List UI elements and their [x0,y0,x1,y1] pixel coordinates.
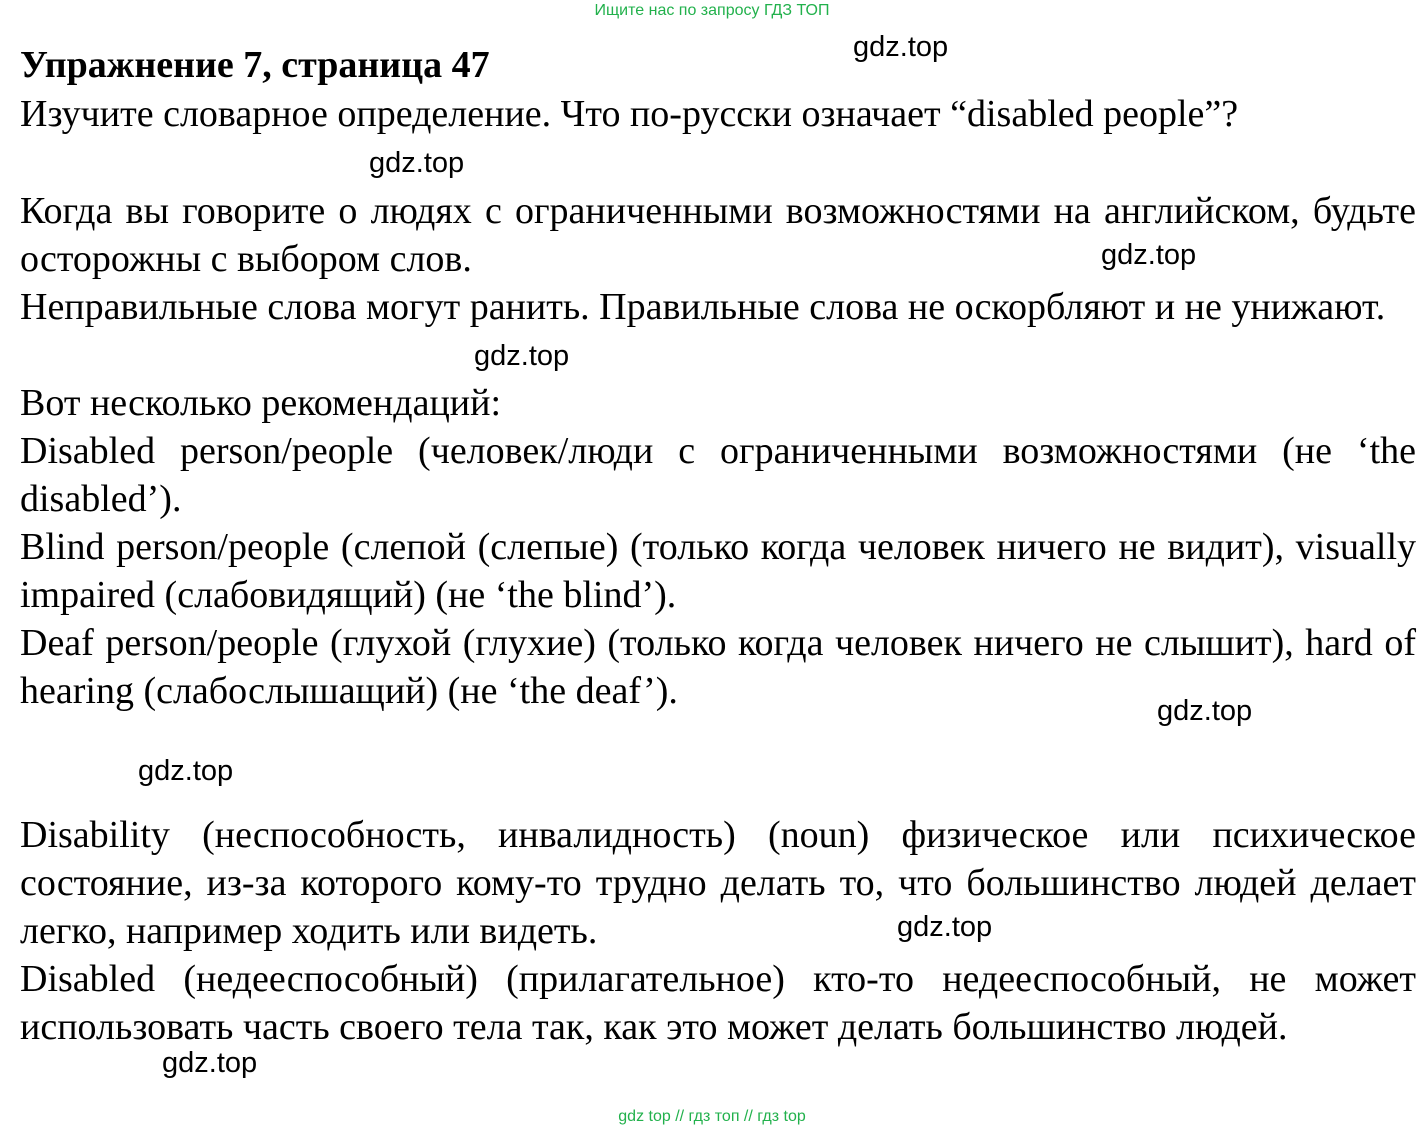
paragraph-4: Disabled person/people (человек/люди с ограниченными возможностями (не ‘the disabled’). [20,430,1416,520]
footer-links: gdz top // гдз топ // гдз top [618,1108,806,1125]
watermark: gdz.top [853,31,949,63]
paragraph-2: Неправильные слова могут ранить. Правильные слова не оскорбляют и не унижают. [20,286,1386,328]
task-text: Изучите словарное определение. Что по-русски означает “disabled people”? [20,93,1239,135]
paragraph-8: Disabled (недееспособный) (прилагательное) кто-то недееспособный, не может использовать часть своего тела так, как это может делать большинство людей. [20,958,1416,1048]
paragraph-1: Когда вы говорите о людях с ограниченными возможностями на английском, будьте осторожны с выбором слов. [20,190,1416,280]
top-banner: Ищите нас по запросу ГДЗ ТОП [594,2,830,19]
watermark: gdz.top [162,1047,258,1079]
watermark: gdz.top [474,340,570,372]
page-title: Упражнение 7, страница 47 [20,44,490,86]
paragraph-7: Disability (неспособность, инвалидность) (noun) физическое или психическое состояние, из-за которого кому-то трудно делать то, что большинство людей делает легко, например ходить или видеть. [20,814,1416,952]
watermark: gdz.top [1157,695,1253,727]
paragraph-3: Вот несколько рекомендаций: [20,382,502,424]
paragraph-5: Blind person/people (слепой (слепые) (только когда человек ничего не видит), visually impaired (слабовидящий) (не ‘the blind’). [20,526,1416,616]
watermark: gdz.top [897,911,993,943]
watermark: gdz.top [138,755,234,787]
paragraph-6: Deaf person/people (глухой (глухие) (только когда человек ничего не слышит), hard of hearing (слабослышащий) (не ‘the deaf’). [20,622,1416,712]
watermark: gdz.top [369,147,465,179]
watermark: gdz.top [1101,239,1197,271]
